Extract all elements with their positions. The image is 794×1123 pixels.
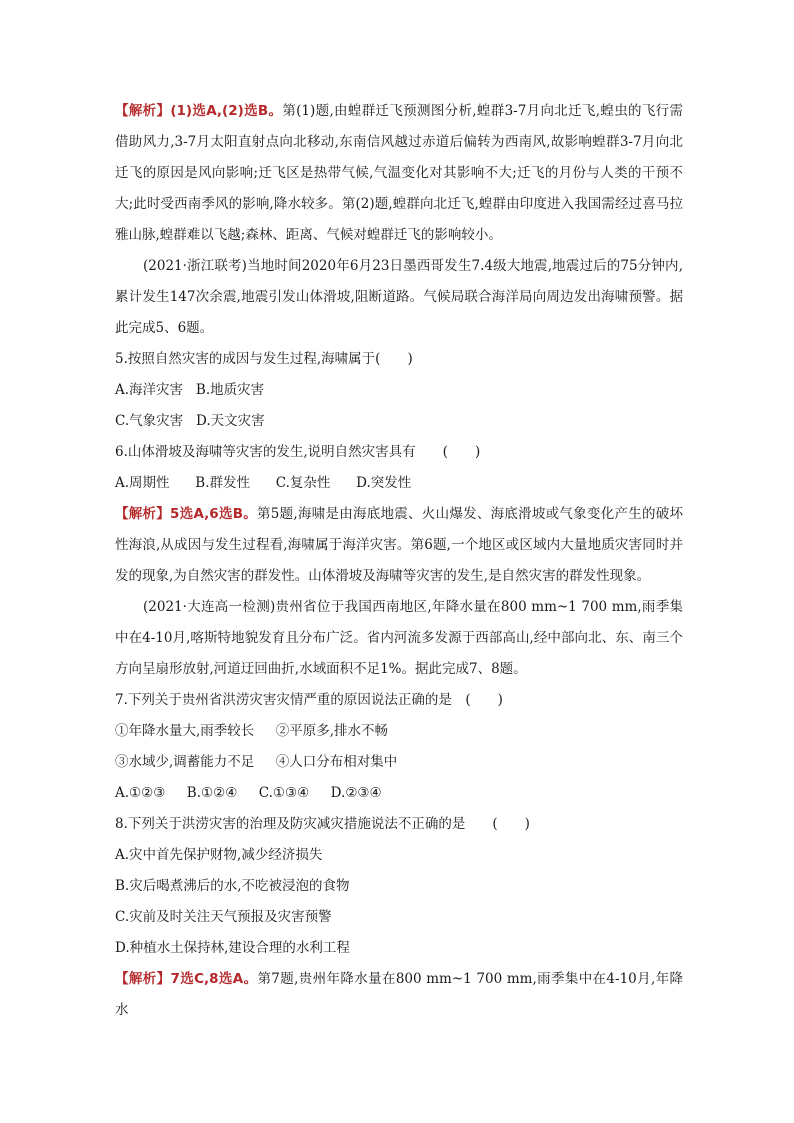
material-intro-5-6: (2021·浙江联考)当地时间2020年6月23日墨西哥发生7.4级大地震,地震过后的75分钟内,累计发生147次余震,地震引发山体滑坡,阻断道路。气候局联合海洋局向周边发出海啸预警。据此完成5、6题。 [115,258,683,336]
analysis-paragraph-1 [115,96,683,251]
analysis-tag: 【解析】 [115,506,171,522]
question-7-options: A.①②③ B.①②④ C.①③④ D.②③④ [115,785,382,801]
question-7-statements-row-2: ③水域少,调蓄能力不足 ④人口分布相对集中 [115,754,398,770]
analysis-paragraph-7-8 [115,964,683,1026]
question-8-option-b: B.灾后喝煮沸后的水,不吃被浸泡的食物 [115,878,350,894]
document-content [115,96,683,1026]
question-8-option-a: A.灾中首先保护财物,减少经济损失 [115,847,323,863]
analysis-paragraph-5-6 [115,499,683,592]
question-6-options: A.周期性 B.群发性 C.复杂性 D.突发性 [115,475,412,491]
question-5-options-row-1: A.海洋灾害 B.地质灾害 [115,382,265,398]
analysis-text: 第(1)题,由蝗群迁飞预测图分析,蝗群3-7月向北迁飞,蝗虫的飞行需借助风力,3-7月太阳直射点向北移动,东南信风越过赤道后偏转为西南风,故影响蝗群3-7月向北迁飞的原因是风向影响;迁飞区是热带气候,气温变化对其影响不大;迁飞的月份与人类的干预不大;此时受西南季风的影响,降水较多。第(2)题,蝗群向北迁飞,蝗群由印度进入我国需经过喜马拉雅山脉,蝗群难以飞越;森林、距离、气候对蝗群迁飞的影响较小。 [115,103,683,243]
question-8-option-d: D.种植水土保持林,建设合理的水利工程 [115,940,350,956]
analysis-answer: (1)选A,(2)选B。 [170,103,283,119]
analysis-tag: 【解析】 [115,971,171,987]
material-intro-7-8: (2021·大连高一检测)贵州省位于我国西南地区,年降水量在800 mm~1 700 mm,雨季集中在4-10月,喀斯特地貌发育且分布广泛。省内河流多发源于西部高山,经中部向北、东、南三个方向呈扇形放射,河道迂回曲折,水域面积不足1%。据此完成7、8题。 [115,599,683,677]
analysis-text: 第5题,海啸是由海底地震、火山爆发、海底滑坡或气象变化产生的破坏性海浪,从成因与发生过程看,海啸属于海洋灾害。第6题,一个地区或区域内大量地质灾害同时并发的现象,为自然灾害的群发性。山体滑坡及海啸等灾害的发生,是自然灾害的群发性现象。 [115,506,684,584]
question-6: 6.山体滑坡及海啸等灾害的发生,说明自然灾害具有 ( ) [115,444,481,460]
question-5-options-row-2: C.气象灾害 D.天文灾害 [115,413,265,429]
analysis-answer: 7选C,8选A。 [170,971,258,987]
question-5: 5.按照自然灾害的成因与发生过程,海啸属于( ) [115,351,413,367]
analysis-answer: 5选A,6选B。 [170,506,258,522]
analysis-tag: 【解析】 [115,103,171,119]
question-7: 7.下列关于贵州省洪涝灾害灾情严重的原因说法正确的是 ( ) [115,692,503,708]
question-8: 8.下列关于洪涝灾害的治理及防灾减灾措施说法不正确的是 ( ) [115,816,530,832]
question-7-statements-row-1: ①年降水量大,雨季较长 ②平原多,排水不畅 [115,723,389,739]
question-8-option-c: C.灾前及时关注天气预报及灾害预警 [115,909,332,925]
analysis-text: 第7题,贵州年降水量在800 mm~1 700 mm,雨季集中在4-10月,年降水 [115,971,684,1018]
